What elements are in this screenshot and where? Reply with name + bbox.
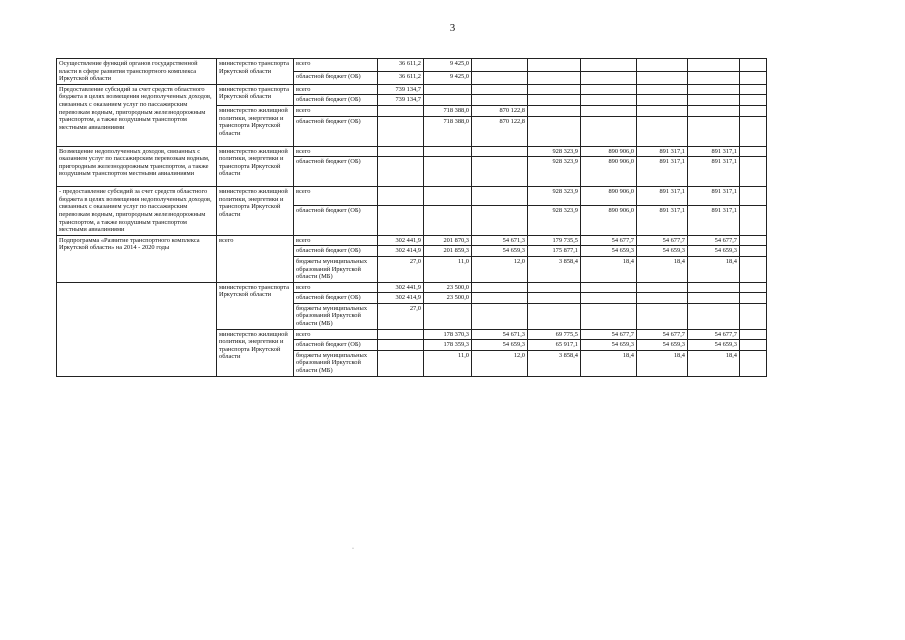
amount-cell xyxy=(472,71,528,84)
amount-cell: 302 441,9 xyxy=(378,235,424,246)
amount-cell: 739 134,7 xyxy=(378,95,424,106)
amount-cell xyxy=(378,105,424,116)
amount-cell: 302 414,9 xyxy=(378,246,424,257)
activity-name-cell: Предоставление субсидий за счет средств областного бюджета в целях возмещения недополученных доходов, связанных с оказанием услуг по пассажирским перевозкам водным, пригородным железнодорожным транспортом, а также воздушным транспортом местными авиалиниями xyxy=(57,84,217,146)
budget-table xyxy=(56,58,767,377)
amount-cell xyxy=(378,329,424,340)
amount-cell: 18,4 xyxy=(688,256,740,282)
amount-cell xyxy=(378,205,424,235)
amount-cell: 36 611,2 xyxy=(378,71,424,84)
funding-source-cell: областной бюджет (ОБ) xyxy=(294,246,378,257)
responsible-executor-cell: министерство жилищной политики, энергетики и транспорта Иркутской области xyxy=(217,146,294,187)
amount-cell xyxy=(740,340,767,351)
amount-cell: 739 134,7 xyxy=(378,84,424,95)
amount-cell xyxy=(637,95,688,106)
amount-cell: 891 317,1 xyxy=(688,187,740,206)
amount-cell: 54 659,3 xyxy=(472,246,528,257)
amount-cell xyxy=(740,235,767,246)
activity-name-cell: Возмещение недополученных доходов, связанных с оказанием услуг по пассажирским перевозкам водным, пригородным железнодорожным транспортом, а также воздушным транспортом местными авиалиниями xyxy=(57,146,217,187)
amount-cell: 891 317,1 xyxy=(637,205,688,235)
amount-cell xyxy=(378,116,424,146)
amount-cell: 69 775,5 xyxy=(528,329,581,340)
amount-cell: 36 611,2 xyxy=(378,59,424,72)
amount-cell xyxy=(528,116,581,146)
amount-cell: 12,0 xyxy=(472,350,528,376)
table-row xyxy=(57,187,767,206)
amount-cell: 179 735,5 xyxy=(528,235,581,246)
amount-cell xyxy=(581,105,637,116)
amount-cell xyxy=(688,303,740,329)
footer-mark: · xyxy=(352,546,354,552)
funding-source-cell: областной бюджет (ОБ) xyxy=(294,95,378,106)
amount-cell xyxy=(740,116,767,146)
amount-cell xyxy=(424,146,472,157)
amount-cell xyxy=(740,282,767,293)
table-row xyxy=(57,84,767,95)
amount-cell: 54 677,7 xyxy=(637,329,688,340)
amount-cell xyxy=(424,84,472,95)
responsible-executor-cell: министерство транспорта Иркутской области xyxy=(217,84,294,105)
amount-cell xyxy=(740,293,767,304)
amount-cell: 18,4 xyxy=(637,256,688,282)
funding-source-cell: всего xyxy=(294,282,378,293)
amount-cell xyxy=(378,340,424,351)
amount-cell xyxy=(528,282,581,293)
amount-cell xyxy=(637,303,688,329)
amount-cell xyxy=(528,84,581,95)
amount-cell: 9 425,0 xyxy=(424,59,472,72)
funding-source-cell: областной бюджет (ОБ) xyxy=(294,293,378,304)
amount-cell xyxy=(740,84,767,95)
amount-cell xyxy=(472,157,528,187)
amount-cell: 54 659,3 xyxy=(581,340,637,351)
amount-cell xyxy=(472,303,528,329)
table-row xyxy=(57,146,767,157)
amount-cell xyxy=(472,84,528,95)
table-row xyxy=(57,282,767,293)
amount-cell: 23 500,0 xyxy=(424,293,472,304)
amount-cell xyxy=(740,71,767,84)
amount-cell: 928 323,9 xyxy=(528,187,581,206)
amount-cell: 175 877,1 xyxy=(528,246,581,257)
responsible-executor-cell: министерство жилищной политики, энергетики и транспорта Иркутской области xyxy=(217,329,294,376)
amount-cell: 928 323,9 xyxy=(528,157,581,187)
responsible-executor-cell: министерство транспорта Иркутской области xyxy=(217,282,294,329)
funding-source-cell: всего xyxy=(294,84,378,95)
amount-cell xyxy=(740,187,767,206)
amount-cell xyxy=(688,84,740,95)
funding-source-cell: областной бюджет (ОБ) xyxy=(294,157,378,187)
amount-cell xyxy=(581,95,637,106)
amount-cell: 890 906,0 xyxy=(581,146,637,157)
amount-cell: 54 659,3 xyxy=(637,340,688,351)
amount-cell: 890 906,0 xyxy=(581,157,637,187)
amount-cell: 891 317,1 xyxy=(688,205,740,235)
amount-cell xyxy=(740,256,767,282)
amount-cell xyxy=(688,105,740,116)
amount-cell: 18,4 xyxy=(637,350,688,376)
table-row xyxy=(57,59,767,72)
amount-cell xyxy=(688,282,740,293)
activity-name-cell: Подпрограмма «Развитие транспортного комплекса Иркутской области» на 2014 - 2020 годы xyxy=(57,235,217,282)
amount-cell: 891 317,1 xyxy=(688,146,740,157)
amount-cell xyxy=(740,329,767,340)
amount-cell xyxy=(740,246,767,257)
amount-cell: 54 659,3 xyxy=(472,340,528,351)
amount-cell: 890 906,0 xyxy=(581,205,637,235)
amount-cell xyxy=(472,146,528,157)
responsible-executor-cell: министерство жилищной политики, энергетики и транспорта Иркутской области xyxy=(217,187,294,236)
funding-source-cell: всего xyxy=(294,146,378,157)
amount-cell xyxy=(637,105,688,116)
amount-cell xyxy=(637,282,688,293)
amount-cell xyxy=(740,157,767,187)
amount-cell: 54 671,3 xyxy=(472,329,528,340)
amount-cell: 12,0 xyxy=(472,256,528,282)
amount-cell: 928 323,9 xyxy=(528,146,581,157)
activity-name-cell xyxy=(57,282,217,376)
amount-cell: 201 870,3 xyxy=(424,235,472,246)
amount-cell xyxy=(424,205,472,235)
amount-cell: 928 323,9 xyxy=(528,205,581,235)
funding-source-cell: бюджеты муниципальных образований Иркутской области (МБ) xyxy=(294,256,378,282)
amount-cell: 302 414,9 xyxy=(378,293,424,304)
amount-cell xyxy=(424,95,472,106)
responsible-executor-cell: министерство жилищной политики, энергетики и транспорта Иркутской области xyxy=(217,105,294,146)
amount-cell: 27,0 xyxy=(378,256,424,282)
amount-cell xyxy=(637,84,688,95)
amount-cell xyxy=(688,293,740,304)
amount-cell: 18,4 xyxy=(581,256,637,282)
amount-cell xyxy=(581,303,637,329)
amount-cell: 54 677,7 xyxy=(581,235,637,246)
funding-source-cell: областной бюджет (ОБ) xyxy=(294,116,378,146)
amount-cell: 201 859,3 xyxy=(424,246,472,257)
amount-cell: 718 388,0 xyxy=(424,116,472,146)
amount-cell: 9 425,0 xyxy=(424,71,472,84)
amount-cell xyxy=(637,59,688,72)
amount-cell: 178 370,3 xyxy=(424,329,472,340)
amount-cell xyxy=(581,59,637,72)
responsible-executor-cell: всего xyxy=(217,235,294,282)
amount-cell: 11,0 xyxy=(424,350,472,376)
amount-cell xyxy=(581,84,637,95)
amount-cell xyxy=(472,95,528,106)
amount-cell xyxy=(688,95,740,106)
amount-cell xyxy=(740,146,767,157)
amount-cell xyxy=(528,71,581,84)
amount-cell xyxy=(581,293,637,304)
amount-cell xyxy=(740,95,767,106)
amount-cell xyxy=(528,293,581,304)
amount-cell: 18,4 xyxy=(688,350,740,376)
amount-cell xyxy=(472,59,528,72)
funding-source-cell: областной бюджет (ОБ) xyxy=(294,71,378,84)
funding-source-cell: всего xyxy=(294,329,378,340)
amount-cell xyxy=(688,71,740,84)
amount-cell xyxy=(740,350,767,376)
amount-cell: 54 677,7 xyxy=(688,235,740,246)
funding-source-cell: бюджеты муниципальных образований Иркутской области (МБ) xyxy=(294,303,378,329)
amount-cell xyxy=(528,59,581,72)
amount-cell: 718 388,0 xyxy=(424,105,472,116)
funding-source-cell: областной бюджет (ОБ) xyxy=(294,340,378,351)
amount-cell: 65 917,1 xyxy=(528,340,581,351)
amount-cell xyxy=(740,303,767,329)
activity-name-cell: - предоставление субсидий за счет средств областного бюджета в целях возмещения недополученных доходов, связанных с оказанием услуг по пассажирским перевозкам водным, пригородным железнодорожным транспортом, а также воздушным транспортом местными авиалиниями xyxy=(57,187,217,236)
amount-cell xyxy=(581,116,637,146)
amount-cell: 891 317,1 xyxy=(637,146,688,157)
amount-cell xyxy=(378,157,424,187)
amount-cell xyxy=(424,187,472,206)
funding-source-cell: областной бюджет (ОБ) xyxy=(294,205,378,235)
amount-cell xyxy=(472,205,528,235)
amount-cell: 870 122,8 xyxy=(472,105,528,116)
amount-cell: 54 659,3 xyxy=(637,246,688,257)
amount-cell xyxy=(637,116,688,146)
amount-cell: 54 659,3 xyxy=(688,340,740,351)
amount-cell: 18,4 xyxy=(581,350,637,376)
funding-source-cell: всего xyxy=(294,59,378,72)
amount-cell: 54 659,3 xyxy=(581,246,637,257)
activity-name-cell: Осуществление функций органов государственной власти в сфере развития транспортного комплекса Иркутской области xyxy=(57,59,217,85)
amount-cell: 178 359,3 xyxy=(424,340,472,351)
amount-cell xyxy=(472,293,528,304)
responsible-executor-cell: министерство транспорта Иркутской области xyxy=(217,59,294,85)
amount-cell xyxy=(581,282,637,293)
amount-cell xyxy=(528,303,581,329)
amount-cell xyxy=(378,350,424,376)
funding-source-cell: всего xyxy=(294,105,378,116)
page-number: 3 xyxy=(449,22,456,34)
amount-cell: 891 317,1 xyxy=(637,157,688,187)
amount-cell: 54 677,7 xyxy=(637,235,688,246)
amount-cell xyxy=(472,187,528,206)
amount-cell: 54 659,3 xyxy=(688,246,740,257)
amount-cell: 302 441,9 xyxy=(378,282,424,293)
amount-cell: 3 858,4 xyxy=(528,256,581,282)
amount-cell xyxy=(424,303,472,329)
amount-cell xyxy=(581,71,637,84)
amount-cell xyxy=(378,187,424,206)
amount-cell xyxy=(637,293,688,304)
amount-cell xyxy=(740,105,767,116)
table-row xyxy=(57,235,767,246)
funding-source-cell: бюджеты муниципальных образований Иркутской области (МБ) xyxy=(294,350,378,376)
amount-cell xyxy=(528,105,581,116)
amount-cell xyxy=(528,95,581,106)
amount-cell: 891 317,1 xyxy=(637,187,688,206)
amount-cell: 891 317,1 xyxy=(688,157,740,187)
amount-cell: 54 677,7 xyxy=(581,329,637,340)
amount-cell: 54 677,7 xyxy=(688,329,740,340)
amount-cell: 54 671,3 xyxy=(472,235,528,246)
amount-cell: 890 906,0 xyxy=(581,187,637,206)
amount-cell xyxy=(688,59,740,72)
amount-cell xyxy=(688,116,740,146)
amount-cell xyxy=(740,205,767,235)
amount-cell xyxy=(378,146,424,157)
amount-cell: 23 500,0 xyxy=(424,282,472,293)
amount-cell: 870 122,8 xyxy=(472,116,528,146)
funding-source-cell: всего xyxy=(294,235,378,246)
amount-cell: 27,0 xyxy=(378,303,424,329)
amount-cell: 11,0 xyxy=(424,256,472,282)
amount-cell xyxy=(740,59,767,72)
amount-cell xyxy=(637,71,688,84)
amount-cell xyxy=(424,157,472,187)
amount-cell xyxy=(472,282,528,293)
amount-cell: 3 858,4 xyxy=(528,350,581,376)
funding-source-cell: всего xyxy=(294,187,378,206)
